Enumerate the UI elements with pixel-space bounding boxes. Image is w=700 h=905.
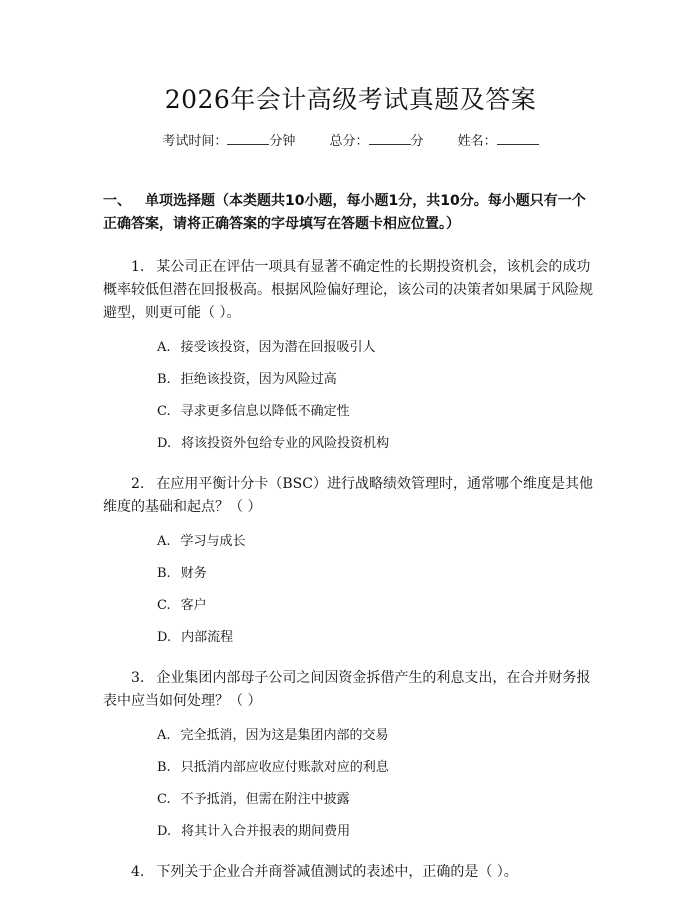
question-body: 下列关于企业合并商誉减值测试的表述中，正确的是（ ）。 <box>156 864 518 880</box>
name-blank <box>497 131 539 145</box>
question-number: 4. <box>131 864 145 880</box>
question-number: 2. <box>131 476 145 492</box>
option-text: 将该投资外包给专业的风险投资机构 <box>181 436 390 451</box>
option-text: 完全抵消，因为这是集团内部的交易 <box>180 728 389 743</box>
option-letter: B. <box>157 760 171 775</box>
option-letter: B. <box>157 566 171 581</box>
option-item <box>103 565 598 583</box>
option-item <box>103 759 598 777</box>
total-score-field <box>329 131 423 152</box>
option-item <box>103 629 598 647</box>
section-heading <box>103 190 598 236</box>
option-text: 寻求更多信息以降低不确定性 <box>180 404 350 419</box>
option-letter: A. <box>157 534 171 549</box>
options-list <box>103 727 598 841</box>
question-body: 某公司正在评估一项具有显著不确定性的长期投资机会，该机会的成功概率较低但潜在回报极高。根据风险偏好理论，该公司的决策者如果属于风险规避型，则更可能（ ）。 <box>103 259 593 321</box>
question-block <box>103 667 598 841</box>
option-item <box>103 533 598 551</box>
option-letter: C. <box>157 792 171 807</box>
option-item <box>103 597 598 615</box>
question-block <box>103 473 598 647</box>
option-letter: D. <box>157 630 172 645</box>
document-title: 2026年会计高级考试真题及答案 <box>164 85 537 114</box>
name-field <box>458 131 539 152</box>
option-text: 拒绝该投资，因为风险过高 <box>180 372 337 387</box>
option-text: 将其计入合并报表的期间费用 <box>181 824 351 839</box>
option-item <box>103 339 598 357</box>
exam-time-label: 考试时间： <box>162 134 228 149</box>
option-letter: A. <box>157 728 171 743</box>
option-item <box>103 371 598 389</box>
option-text: 财务 <box>180 566 207 581</box>
question-block <box>103 861 598 884</box>
option-item <box>103 791 598 809</box>
option-text: 只抵消内部应收应付账款对应的利息 <box>180 760 389 775</box>
options-list <box>103 533 598 647</box>
question-block <box>103 256 598 453</box>
question-text <box>103 256 598 325</box>
total-score-label: 总分： <box>329 134 369 149</box>
exam-info <box>103 131 598 152</box>
option-letter: B. <box>157 372 171 387</box>
options-list <box>103 339 598 453</box>
question-body: 企业集团内部母子公司之间因资金拆借产生的利息支出，在合并财务报表中应当如何处理？（ ） <box>103 670 591 709</box>
name-label: 姓名： <box>457 134 497 149</box>
total-score-unit: 分 <box>410 134 424 149</box>
section-number: 一、 <box>103 193 131 209</box>
option-letter: A. <box>157 340 171 355</box>
question-text <box>103 861 598 884</box>
exam-time-blank <box>227 131 269 145</box>
question-number: 3. <box>131 670 145 686</box>
option-letter: C. <box>157 404 171 419</box>
option-letter: C. <box>157 598 171 613</box>
option-text: 接受该投资，因为潜在回报吸引人 <box>180 340 376 355</box>
total-score-blank <box>369 131 411 145</box>
option-text: 学习与成长 <box>180 534 246 549</box>
option-letter: D. <box>157 436 172 451</box>
section-text: 单项选择题（本类题共10小题，每小题1分，共10分。每小题只有一个正确答案，请将正确答案的字母填写在答题卡相应位置。） <box>103 193 586 232</box>
option-text: 内部流程 <box>181 630 234 645</box>
exam-time-field <box>162 131 295 152</box>
exam-time-unit: 分钟 <box>269 134 296 149</box>
option-item <box>103 727 598 745</box>
option-item <box>103 403 598 421</box>
option-text: 客户 <box>180 598 207 613</box>
question-text <box>103 473 598 519</box>
option-item <box>103 823 598 841</box>
option-item <box>103 435 598 453</box>
question-text <box>103 667 598 713</box>
option-text: 不予抵消，但需在附注中披露 <box>180 792 350 807</box>
option-letter: D. <box>157 824 172 839</box>
question-body: 在应用平衡计分卡（BSC）进行战略绩效管理时，通常哪个维度是其他维度的基础和起点？（ ） <box>103 476 593 515</box>
question-number: 1. <box>131 259 145 275</box>
